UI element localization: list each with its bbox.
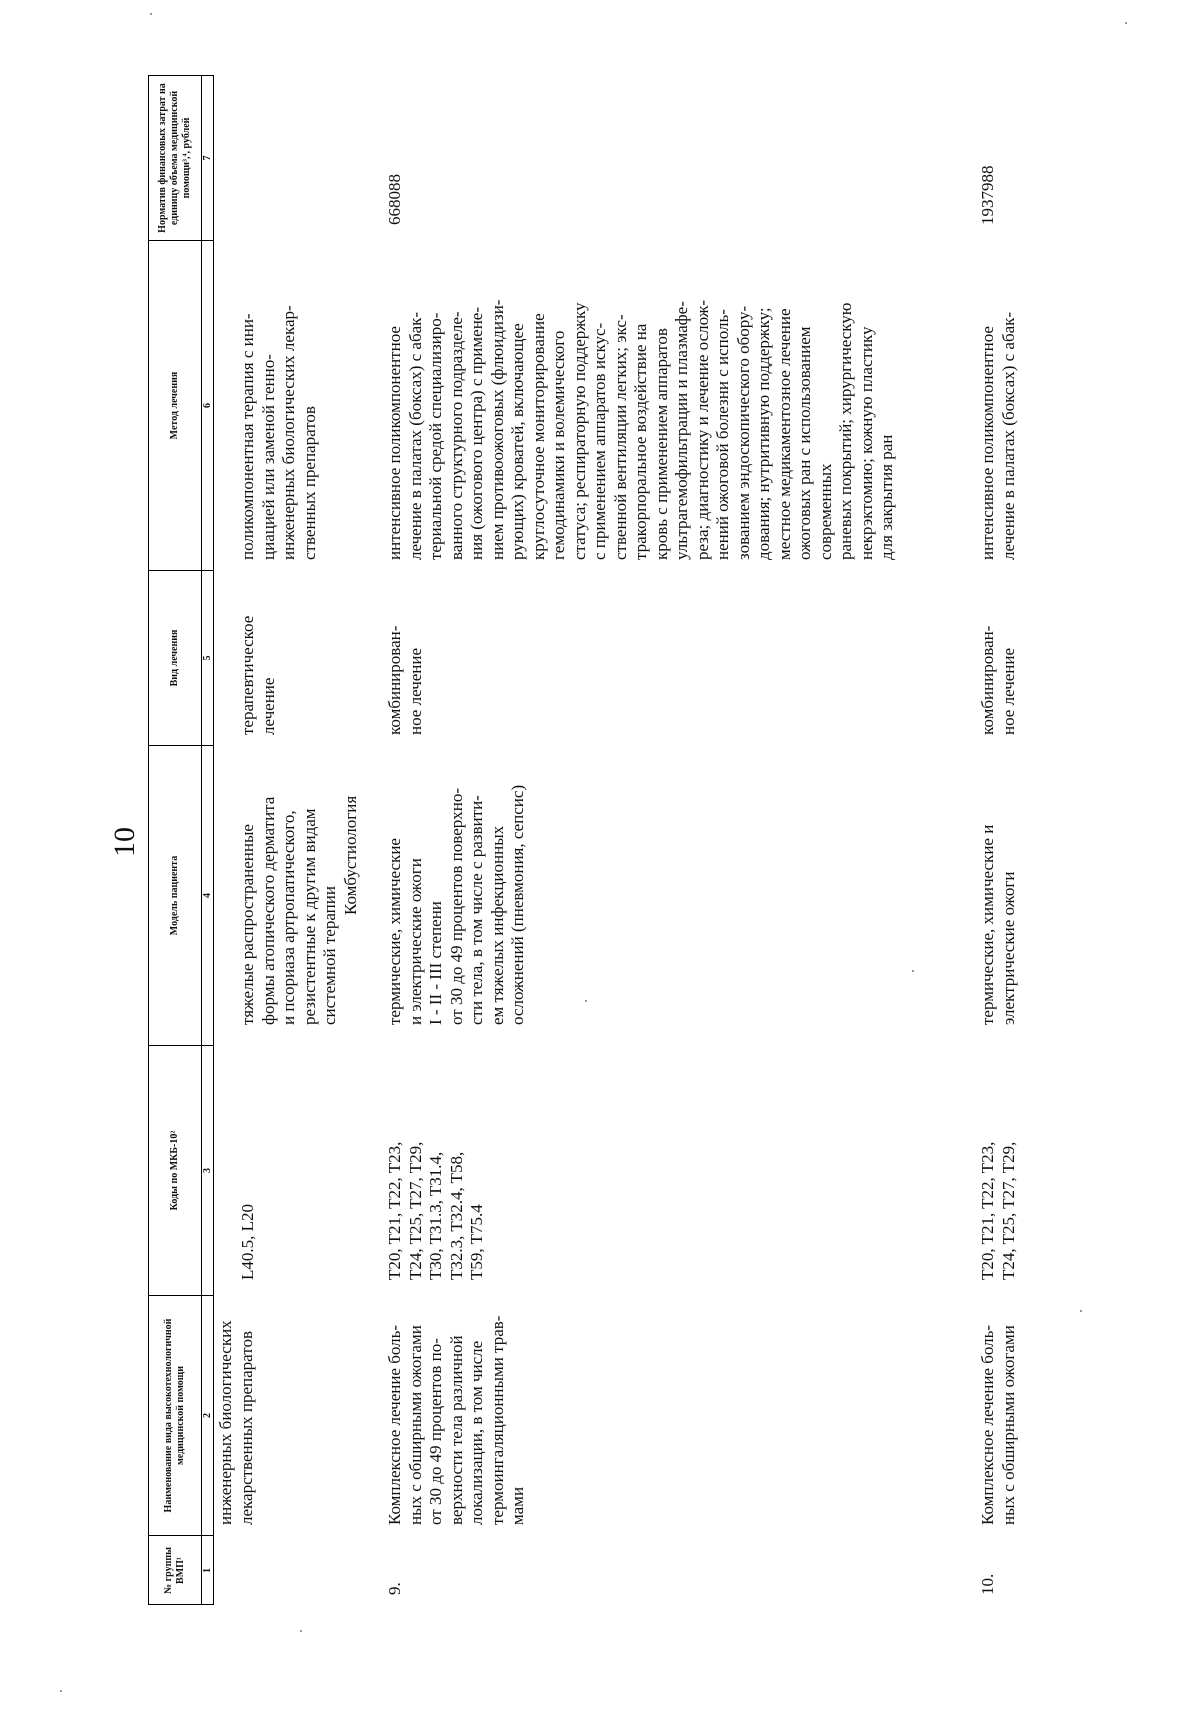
rotated-table [148,75,1173,1605]
column-number-4: 4 [202,745,214,1045]
row-9-patient-model: термические, химические и электрические ожоги I - II - III степени от 30 до 49 процентов поверхно- сти тела, в том числе с развити- ем тяжелых инфекционных осложнений (пневмония, сепсис) [385,784,527,1025]
row-10-codes: T20, T21, T22, T23, T24, T25, T27, T29, [978,1141,1018,1280]
scan-speck [1080,1310,1082,1312]
header-treatment-method: Метод лечения [148,240,202,570]
row-9-codes: T20, T21, T22, T23, T24, T25, T27, T29, T30, T31.3, T31.4, T32.3, T32.4, T58, T59, T75.4 [385,1141,486,1280]
column-number-5: 5 [202,570,214,745]
row-9-group: 9. [385,1582,404,1595]
header-vmp-name: Наименование вида высокотехнологичной медицинской помощи [148,1295,202,1535]
continuation-method: поликомпонентная терапия с ини- циацией или заменой генно- инженерных биологических лекар- ственных препаратов [238,305,319,560]
scan-speck [150,13,152,15]
header-financial-norm: Норматив финансовых затрат на единицу объема медицинской помощи³,⁴, рублей [148,75,202,240]
row-10-norm: 1937988 [978,165,997,225]
scan-speck [300,1630,302,1632]
continuation-codes: L40.5, L20 [238,1203,257,1280]
scan-speck [1125,22,1127,24]
column-number-1: 1 [202,1535,214,1605]
column-number-3: 3 [202,1045,214,1295]
row-9-method: интенсивное поликомпонентное лечение в палатах (боксах) с абак- териальной средой специализиро- ванного структурного подразделе- ния (ожогового центра) с примене- нием противоожоговых (флюидизи- рующих) кроватей, включающее круглосуточное мониторирование гемодинамики и волемического статуса; респираторную поддержку с применением аппаратов искус- ственной вентиляции легких; экс- тракорпоральное воздействие на кровь с применением аппаратов ультрагемофильтрации и плазмафе- реза; диагностику и лечение ослож- нений ожоговой болезни с исполь- зованием эндоскопического обору- дования; нутритивную поддержку; местное медикаментозное лечение ожоговых ран с использованием современных раневых покрытий; хирургическую некрэктомию; кожную пластику для закрытия ран [385,299,896,560]
scan-speck [912,970,914,972]
row-9-treatment-type: комбинирован- ное лечение [385,625,425,735]
continuation-treatment-type: терапевтическое лечение [238,615,278,735]
column-number-2: 2 [202,1295,214,1535]
header-icd-codes: Коды по МКБ-10² [148,1045,202,1295]
header-patient-model: Модель пациента [148,745,202,1045]
row-10-patient-model: термические, химические и электрические ожоги [978,824,1018,1025]
column-number-7: 7 [202,75,214,240]
row-9-name: Комплексное лечение боль- ных с обширными ожогами от 30 до 49 процентов по- верхности тела различной локализации, в том числе термоингаляционными трав- мами [385,1315,527,1525]
section-title: Комбустиология [341,795,360,915]
header-group-number: № группы ВМП¹ [148,1535,202,1605]
continuation-name: инженерных биологических лекарственных препаратов [216,1320,256,1525]
row-10-group: 10. [978,1573,997,1595]
scan-speck [585,1000,587,1002]
continuation-patient-model: тяжелые распространенные формы атопического дерматита и псориаза артропатического, резистентные к другим видам системной терапии [238,796,339,1025]
scan-speck [60,1690,62,1692]
row-10-treatment-type: комбинирован- ное лечение [978,625,1018,735]
header-treatment-type: Вид лечения [148,570,202,745]
row-9-norm: 668088 [385,174,404,225]
page-number: 10 [108,827,141,857]
column-number-6: 6 [202,240,214,570]
row-10-name: Комплексное лечение боль- ных с обширными ожогами [978,1324,1018,1525]
row-10-method: интенсивное поликомпонентное лечение в палатах (боксах) с абак- [978,311,1018,560]
